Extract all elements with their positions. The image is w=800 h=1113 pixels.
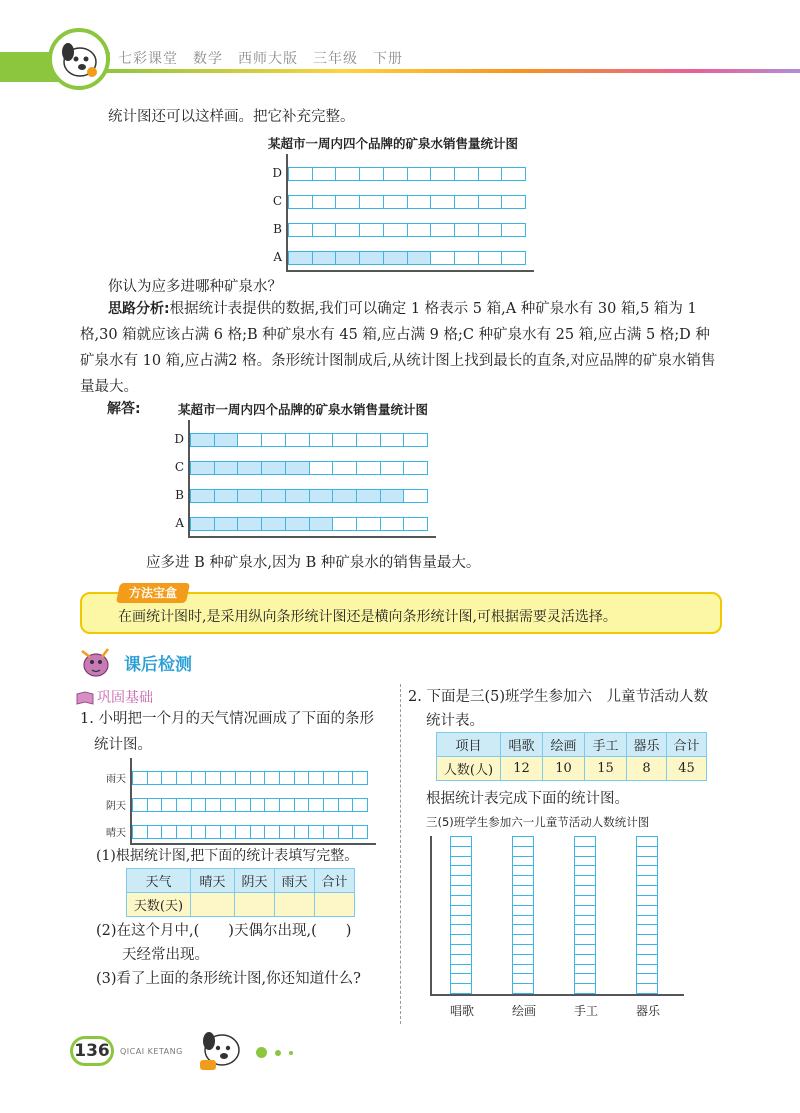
chart4-bar-2-cell-14 (575, 974, 595, 984)
chart4-label-1: 绘画 (511, 1004, 536, 1018)
chart2-bar-1-cell-1 (215, 490, 239, 502)
chart4-bar-3-cell-5 (637, 886, 657, 896)
chart3-bar-0-cell-4 (192, 826, 207, 838)
chart2-bar-0-cell-6 (333, 518, 357, 530)
q1-sub3: (3)看了上面的条形统计图,你还知道什么? (96, 971, 361, 987)
method-text: 在画统计图时,是采用纵向条形统计图还是横向条形统计图,可根据需要灵活选择。 (118, 609, 617, 625)
analysis-text: 根据统计表提供的数据,我们可以确定 1 格表示 5 箱,A 种矿泉水有 30 箱,5 箱为 1 格,30 箱就应该占满 6 格;B 种矿泉水有 45 箱,应占满 9 格;C 种矿泉水有 25 箱,应占满 5 格;D 种矿泉水有 10 箱,应占满2 格。条形统计图制成后,从统计图上找到最长的直条,对应品牌的矿泉水销售量最大。 (80, 301, 716, 395)
chart4-bar-0-cell-9 (451, 925, 471, 935)
chart1-label-3: D (272, 166, 282, 180)
chart3-bar-1-cell-9 (265, 799, 280, 811)
chart1-bar-0-cell-5 (408, 252, 432, 264)
chart1-bar-2-cell-0 (289, 196, 313, 208)
chart4-bar-1-cell-8 (513, 916, 533, 926)
chart2-bar-0-cell-7 (357, 518, 381, 530)
chart4-bar-2-cell-4 (575, 876, 595, 886)
chart1-bar-0-cell-7 (455, 252, 479, 264)
chart4-bar-1-cell-6 (513, 896, 533, 906)
chart3-bar-2-cell-14 (339, 772, 354, 784)
chart2-label-2: C (174, 460, 184, 474)
chart4-bar-3-cell-10 (637, 935, 657, 945)
footer-dot-1 (256, 1047, 267, 1058)
chart2-bar-1-cell-8 (381, 490, 405, 502)
chart1-bar-2-cell-4 (384, 196, 408, 208)
chart1-bar-3-cell-8 (479, 168, 503, 180)
chart2-bar-0-cell-2 (238, 518, 262, 530)
chart3-bar-2-cell-3 (177, 772, 192, 784)
chart3-bar-1-cell-11 (295, 799, 310, 811)
chart2-bar-0-cell-1 (215, 518, 239, 530)
chart2-bar-1-cell-3 (262, 490, 286, 502)
chart2-bar-3-cell-2 (238, 434, 262, 446)
chart4-bar-1-cell-12 (513, 955, 533, 965)
chart1-bar-0-cell-6 (431, 252, 455, 264)
chart4-bar-2-cell-1 (575, 847, 595, 857)
q2-line2: 统计表。 (426, 713, 484, 729)
method-tag-label: 方法宝盒 (128, 586, 177, 600)
chart1-bar-2-cell-3 (360, 196, 384, 208)
chart4-bar-3-cell-7 (637, 906, 657, 916)
chart4-bar-1-cell-11 (513, 945, 533, 955)
chart2-bar-1-cell-7 (357, 490, 381, 502)
chart4-label-0: 唱歌 (449, 1004, 474, 1018)
chart4-bar-3-cell-11 (637, 945, 657, 955)
chart1-bar-3-cell-5 (408, 168, 432, 180)
chart2-bar-0-cell-8 (381, 518, 405, 530)
chart2-bar-0 (190, 517, 428, 531)
chart1-label-2: C (272, 194, 282, 208)
chart2-bar-3-cell-0 (191, 434, 215, 446)
chart2-bar-2 (190, 461, 428, 475)
q2-td-1: 12 (501, 757, 543, 781)
chart-2-title: 某超市一周内四个品牌的矿泉水销售量统计图 (178, 402, 429, 417)
chart1-bar-0-cell-4 (384, 252, 408, 264)
chart2-label-1: B (175, 488, 184, 502)
chart3-bar-0-cell-1 (148, 826, 163, 838)
chart2-bar-1-cell-4 (286, 490, 310, 502)
section-mascot-icon (76, 643, 114, 683)
chart1-bar-1-cell-3 (360, 224, 384, 236)
chart3-bar-0 (132, 825, 368, 839)
q2-td-3: 15 (585, 757, 627, 781)
analysis-paragraph (80, 296, 720, 400)
intro-question: 你认为应多进哪种矿泉水？ (108, 279, 282, 295)
q2-th-4: 器乐 (627, 733, 667, 757)
q1-table-data-row (127, 893, 355, 917)
q2-table-data-row (437, 757, 707, 781)
chart4-bar-0-cell-11 (451, 945, 471, 955)
q1-sub2-line2: 天经常出现。 (122, 947, 209, 963)
chart1-bar-3-cell-2 (336, 168, 360, 180)
chart1-bar-1-cell-9 (502, 224, 525, 236)
chart1-bar-3-cell-1 (313, 168, 337, 180)
chart3-bar-2-cell-4 (192, 772, 207, 784)
chart3-bar-1-cell-3 (177, 799, 192, 811)
chart3-bar-2-cell-15 (353, 772, 367, 784)
chart2-bar-2-cell-6 (333, 462, 357, 474)
chart1-bar-0-cell-8 (479, 252, 503, 264)
chart1-bar-3-cell-6 (431, 168, 455, 180)
chart4-bar-1-cell-0 (513, 837, 533, 847)
chart1-bar-3 (288, 167, 526, 181)
chart3-bar-2-cell-6 (221, 772, 236, 784)
chart3-bar-1 (132, 798, 368, 812)
q2-table (436, 732, 707, 781)
chart3-bar-2-cell-7 (236, 772, 251, 784)
method-tag (116, 583, 190, 603)
chart3-bar-0-cell-13 (324, 826, 339, 838)
chart4-bar-0-cell-3 (451, 866, 471, 876)
chart4-x-axis (430, 994, 684, 996)
chart4-bar-0-cell-15 (451, 984, 471, 993)
q2-th-3: 手工 (585, 733, 627, 757)
chart3-label-2: 雨天 (106, 773, 126, 785)
chart4-bar-0-cell-5 (451, 886, 471, 896)
chart1-bar-2-cell-7 (455, 196, 479, 208)
chart4-bar-3-cell-12 (637, 955, 657, 965)
chart2-bar-1-cell-9 (404, 490, 427, 502)
chart1-bar-1-cell-7 (455, 224, 479, 236)
chart3-bar-0-cell-7 (236, 826, 251, 838)
q1-sub1: (1)根据统计图,把下面的统计表填写完整。 (96, 848, 359, 864)
chart2-bar-2-cell-5 (310, 462, 334, 474)
q1-th-1: 晴天 (191, 869, 235, 893)
q2-th-1: 唱歌 (501, 733, 543, 757)
chart3-bar-1-cell-15 (353, 799, 367, 811)
chart2-bar-2-cell-0 (191, 462, 215, 474)
chart3-bar-1-cell-4 (192, 799, 207, 811)
chart2-bar-1 (190, 489, 428, 503)
chart1-bar-2-cell-5 (408, 196, 432, 208)
chart4-bar-1-cell-3 (513, 866, 533, 876)
chart1-bar-2-cell-2 (336, 196, 360, 208)
q2-td-0: 人数(人) (437, 757, 501, 781)
footer-brand: QICAI KETANG (120, 1047, 183, 1056)
chart3-bar-2 (132, 771, 368, 785)
chart3-bar-1-cell-7 (236, 799, 251, 811)
chart4-bar-0-cell-14 (451, 974, 471, 984)
q2-table-header-row (437, 733, 707, 757)
q2-td-4: 8 (627, 757, 667, 781)
intro-instruction: 统计图还可以这样画。把它补充完整。 (108, 109, 355, 125)
chart2-bar-3-cell-1 (215, 434, 239, 446)
chart4-bar-0-cell-10 (451, 935, 471, 945)
chart2-bar-3-cell-5 (310, 434, 334, 446)
chart2-bar-2-cell-9 (404, 462, 427, 474)
chart1-label-1: B (273, 222, 282, 236)
chart3-bar-1-cell-6 (221, 799, 236, 811)
chart1-bar-1-cell-6 (431, 224, 455, 236)
chart4-bar-2-cell-0 (575, 837, 595, 847)
footer-mascot (194, 1026, 250, 1076)
mascot-logo (48, 28, 110, 90)
chart4-bar-2-cell-11 (575, 945, 595, 955)
q2-td-2: 10 (543, 757, 585, 781)
chart3-bar-0-cell-3 (177, 826, 192, 838)
chart4-bar-0-cell-0 (451, 837, 471, 847)
chart4-bar-0 (450, 836, 472, 994)
chart4-bar-0-cell-6 (451, 896, 471, 906)
chart4-bar-3-cell-2 (637, 857, 657, 867)
q1-th-4: 合计 (315, 869, 355, 893)
q2-th-0: 项目 (437, 733, 501, 757)
chart2-bar-2-cell-2 (238, 462, 262, 474)
chart4-bar-0-cell-2 (451, 857, 471, 867)
chart1-bar-0-cell-1 (313, 252, 337, 264)
chart3-bar-0-cell-0 (133, 826, 148, 838)
chart4-label-2: 手工 (573, 1004, 598, 1018)
chart1-bar-0 (288, 251, 526, 265)
chart2-x-axis (188, 536, 436, 538)
chart3-bar-0-cell-15 (353, 826, 367, 838)
chart3-bar-2-cell-9 (265, 772, 280, 784)
q2-td-5: 45 (667, 757, 707, 781)
chart3-bar-1-cell-13 (324, 799, 339, 811)
chart2-bar-3-cell-3 (262, 434, 286, 446)
chart1-bar-3-cell-3 (360, 168, 384, 180)
chart1-bar-0-cell-0 (289, 252, 313, 264)
chart4-bar-2-cell-10 (575, 935, 595, 945)
chart4-bar-3-cell-6 (637, 896, 657, 906)
chart2-bar-1-cell-5 (310, 490, 334, 502)
chart2-label-3: D (174, 432, 184, 446)
chart4-bar-2-cell-7 (575, 906, 595, 916)
chart1-bar-0-cell-2 (336, 252, 360, 264)
chart4-bar-2-cell-12 (575, 955, 595, 965)
q1-line1: 1. 小明把一个月的天气情况画成了下面的条形 (80, 711, 374, 727)
chart2-bar-0-cell-4 (286, 518, 310, 530)
chart3-bar-0-cell-11 (295, 826, 310, 838)
chart3-bar-1-cell-0 (133, 799, 148, 811)
chart4-bar-1-cell-15 (513, 984, 533, 993)
answer-conclusion: 应多进 B 种矿泉水,因为 B 种矿泉水的销售量最大。 (146, 555, 481, 571)
chart4-bar-2-cell-15 (575, 984, 595, 993)
chart2-bar-2-cell-7 (357, 462, 381, 474)
chart1-bar-1-cell-5 (408, 224, 432, 236)
chart2-bar-2-cell-3 (262, 462, 286, 474)
chart3-bar-0-cell-6 (221, 826, 236, 838)
chart4-bar-0-cell-1 (451, 847, 471, 857)
chart4-bar-1-cell-14 (513, 974, 533, 984)
q1-th-2: 阴天 (235, 869, 275, 893)
chart1-bar-1-cell-1 (313, 224, 337, 236)
footer-dot-2 (275, 1050, 281, 1056)
chart2-bar-0-cell-3 (262, 518, 286, 530)
chart1-bar-3-cell-4 (384, 168, 408, 180)
chart1-bar-1 (288, 223, 526, 237)
chart1-bar-1-cell-0 (289, 224, 313, 236)
chart4-bar-2-cell-5 (575, 886, 595, 896)
chart2-bar-3-cell-8 (381, 434, 405, 446)
chart3-bar-0-cell-5 (206, 826, 221, 838)
chart3-bar-1-cell-5 (206, 799, 221, 811)
chart4-bar-2-cell-3 (575, 866, 595, 876)
chart2-bar-0-cell-9 (404, 518, 427, 530)
chart2-bar-3-cell-4 (286, 434, 310, 446)
section-title: 课后检测 (124, 655, 192, 675)
page-number: 136 (70, 1036, 114, 1066)
chart1-bar-2-cell-9 (502, 196, 525, 208)
chart3-bar-1-cell-12 (309, 799, 324, 811)
q1-cell-total[interactable] (315, 893, 355, 917)
analysis-label: 思路分析: (108, 301, 170, 317)
q1-cell-sunny[interactable] (191, 893, 235, 917)
chart-1-title: 某超市一周内四个品牌的矿泉水销售量统计图 (268, 136, 519, 151)
chart1-bar-0-cell-9 (502, 252, 525, 264)
q2-instruction: 根据统计表完成下面的统计图。 (426, 791, 629, 807)
column-divider (400, 684, 401, 1024)
chart3-bar-2-cell-0 (133, 772, 148, 784)
chart3-bar-2-cell-10 (280, 772, 295, 784)
chart2-bar-2-cell-4 (286, 462, 310, 474)
chart4-bar-2-cell-8 (575, 916, 595, 926)
chart4-bar-3-cell-0 (637, 837, 657, 847)
chart3-bar-2-cell-12 (309, 772, 324, 784)
chart3-bar-1-cell-2 (162, 799, 177, 811)
answer-label: 解答: (107, 401, 141, 417)
chart4-bar-0-cell-12 (451, 955, 471, 965)
chart2-bar-3-cell-6 (333, 434, 357, 446)
chart3-bar-0-cell-14 (339, 826, 354, 838)
chart2-bar-1-cell-6 (333, 490, 357, 502)
chart1-bar-2-cell-6 (431, 196, 455, 208)
q2-line1: 2. 下面是三(5)班学生参加六 儿童节活动人数 (408, 689, 708, 705)
q1-th-0: 天气 (127, 869, 191, 893)
chart3-bar-0-cell-9 (265, 826, 280, 838)
chart3-bar-2-cell-13 (324, 772, 339, 784)
chart3-bar-2-cell-2 (162, 772, 177, 784)
chart4-bar-2-cell-13 (575, 965, 595, 975)
chart4-bar-0-cell-13 (451, 965, 471, 975)
chart3-bar-1-cell-8 (251, 799, 266, 811)
chart4-bar-3-cell-9 (637, 925, 657, 935)
chart2-bar-3 (190, 433, 428, 447)
chart2-bar-3-cell-9 (404, 434, 427, 446)
chart3-bar-0-cell-2 (162, 826, 177, 838)
q1-cell-cloudy[interactable] (235, 893, 275, 917)
chart4-bar-3-cell-13 (637, 965, 657, 975)
chart4-bar-3-cell-15 (637, 984, 657, 993)
chart2-bar-0-cell-5 (310, 518, 334, 530)
chart1-label-0: A (273, 250, 282, 264)
chart4-bar-3-cell-3 (637, 866, 657, 876)
chart4-bar-0-cell-8 (451, 916, 471, 926)
chart1-bar-2 (288, 195, 526, 209)
chart2-bar-3-cell-7 (357, 434, 381, 446)
chart3-bar-2-cell-1 (148, 772, 163, 784)
chart4-bar-2-cell-9 (575, 925, 595, 935)
q1-cell-rainy[interactable] (275, 893, 315, 917)
chart4-bar-2 (574, 836, 596, 994)
q2-th-2: 绘画 (543, 733, 585, 757)
chart1-bar-0-cell-3 (360, 252, 384, 264)
chart3-label-0: 晴天 (106, 827, 126, 839)
q2-th-5: 合计 (667, 733, 707, 757)
chart4-bar-3-cell-14 (637, 974, 657, 984)
chart2-bar-1-cell-0 (191, 490, 215, 502)
chart4-bar-1-cell-7 (513, 906, 533, 916)
chart3-bar-1-cell-10 (280, 799, 295, 811)
q1-table (126, 868, 355, 917)
chart1-bar-2-cell-1 (313, 196, 337, 208)
chart4-bar-0-cell-4 (451, 876, 471, 886)
chart3-label-1: 阴天 (106, 800, 126, 812)
chart4-bar-1-cell-4 (513, 876, 533, 886)
chart-4-title: 三(5)班学生参加六一儿童节活动人数统计图 (426, 815, 650, 829)
chart4-bar-1-cell-13 (513, 965, 533, 975)
chart4-y-axis (430, 836, 432, 996)
chart1-x-axis (286, 270, 534, 272)
chart1-bar-1-cell-4 (384, 224, 408, 236)
chart4-bar-1-cell-10 (513, 935, 533, 945)
chart2-bar-1-cell-2 (238, 490, 262, 502)
chart4-bar-1 (512, 836, 534, 994)
chart1-bar-3-cell-7 (455, 168, 479, 180)
chart4-bar-3-cell-4 (637, 876, 657, 886)
chart4-bar-0-cell-7 (451, 906, 471, 916)
chart4-bar-3-cell-1 (637, 847, 657, 857)
chart4-bar-3-cell-8 (637, 916, 657, 926)
q1-th-3: 雨天 (275, 869, 315, 893)
chart3-bar-1-cell-1 (148, 799, 163, 811)
chart2-bar-2-cell-8 (381, 462, 405, 474)
chart3-bar-0-cell-8 (251, 826, 266, 838)
q1-row-label: 天数(天) (127, 893, 191, 917)
chart3-bar-0-cell-10 (280, 826, 295, 838)
chart1-bar-3-cell-0 (289, 168, 313, 180)
chart1-bar-2-cell-8 (479, 196, 503, 208)
chart1-bar-1-cell-2 (336, 224, 360, 236)
chart3-bar-2-cell-11 (295, 772, 310, 784)
q1-line2: 统计图。 (94, 737, 152, 753)
chart4-bar-1-cell-5 (513, 886, 533, 896)
header-title: 七彩课堂 数学 西师大版 三年级 下册 (118, 51, 403, 67)
chart4-bar-2-cell-2 (575, 857, 595, 867)
footer-dot-3 (289, 1051, 293, 1055)
header-rainbow-line (100, 69, 800, 73)
chart4-bar-3 (636, 836, 658, 994)
q1-table-header-row (127, 869, 355, 893)
chart4-bar-1-cell-1 (513, 847, 533, 857)
chart4-bar-2-cell-6 (575, 896, 595, 906)
chart1-bar-1-cell-8 (479, 224, 503, 236)
chart2-bar-0-cell-0 (191, 518, 215, 530)
chart3-bar-2-cell-8 (251, 772, 266, 784)
chart3-bar-1-cell-14 (339, 799, 354, 811)
chart2-bar-2-cell-1 (215, 462, 239, 474)
q1-sub2-line1: (2)在这个月中,( )天偶尔出现,( ) (96, 923, 352, 939)
section-subtitle: 巩固基础 (97, 690, 153, 706)
chart2-label-0: A (175, 516, 184, 530)
chart3-bar-2-cell-5 (206, 772, 221, 784)
chart3-bar-0-cell-12 (309, 826, 324, 838)
chart1-bar-3-cell-9 (502, 168, 525, 180)
chart4-bar-1-cell-2 (513, 857, 533, 867)
chart4-label-3: 器乐 (635, 1004, 660, 1018)
chart4-bar-1-cell-9 (513, 925, 533, 935)
